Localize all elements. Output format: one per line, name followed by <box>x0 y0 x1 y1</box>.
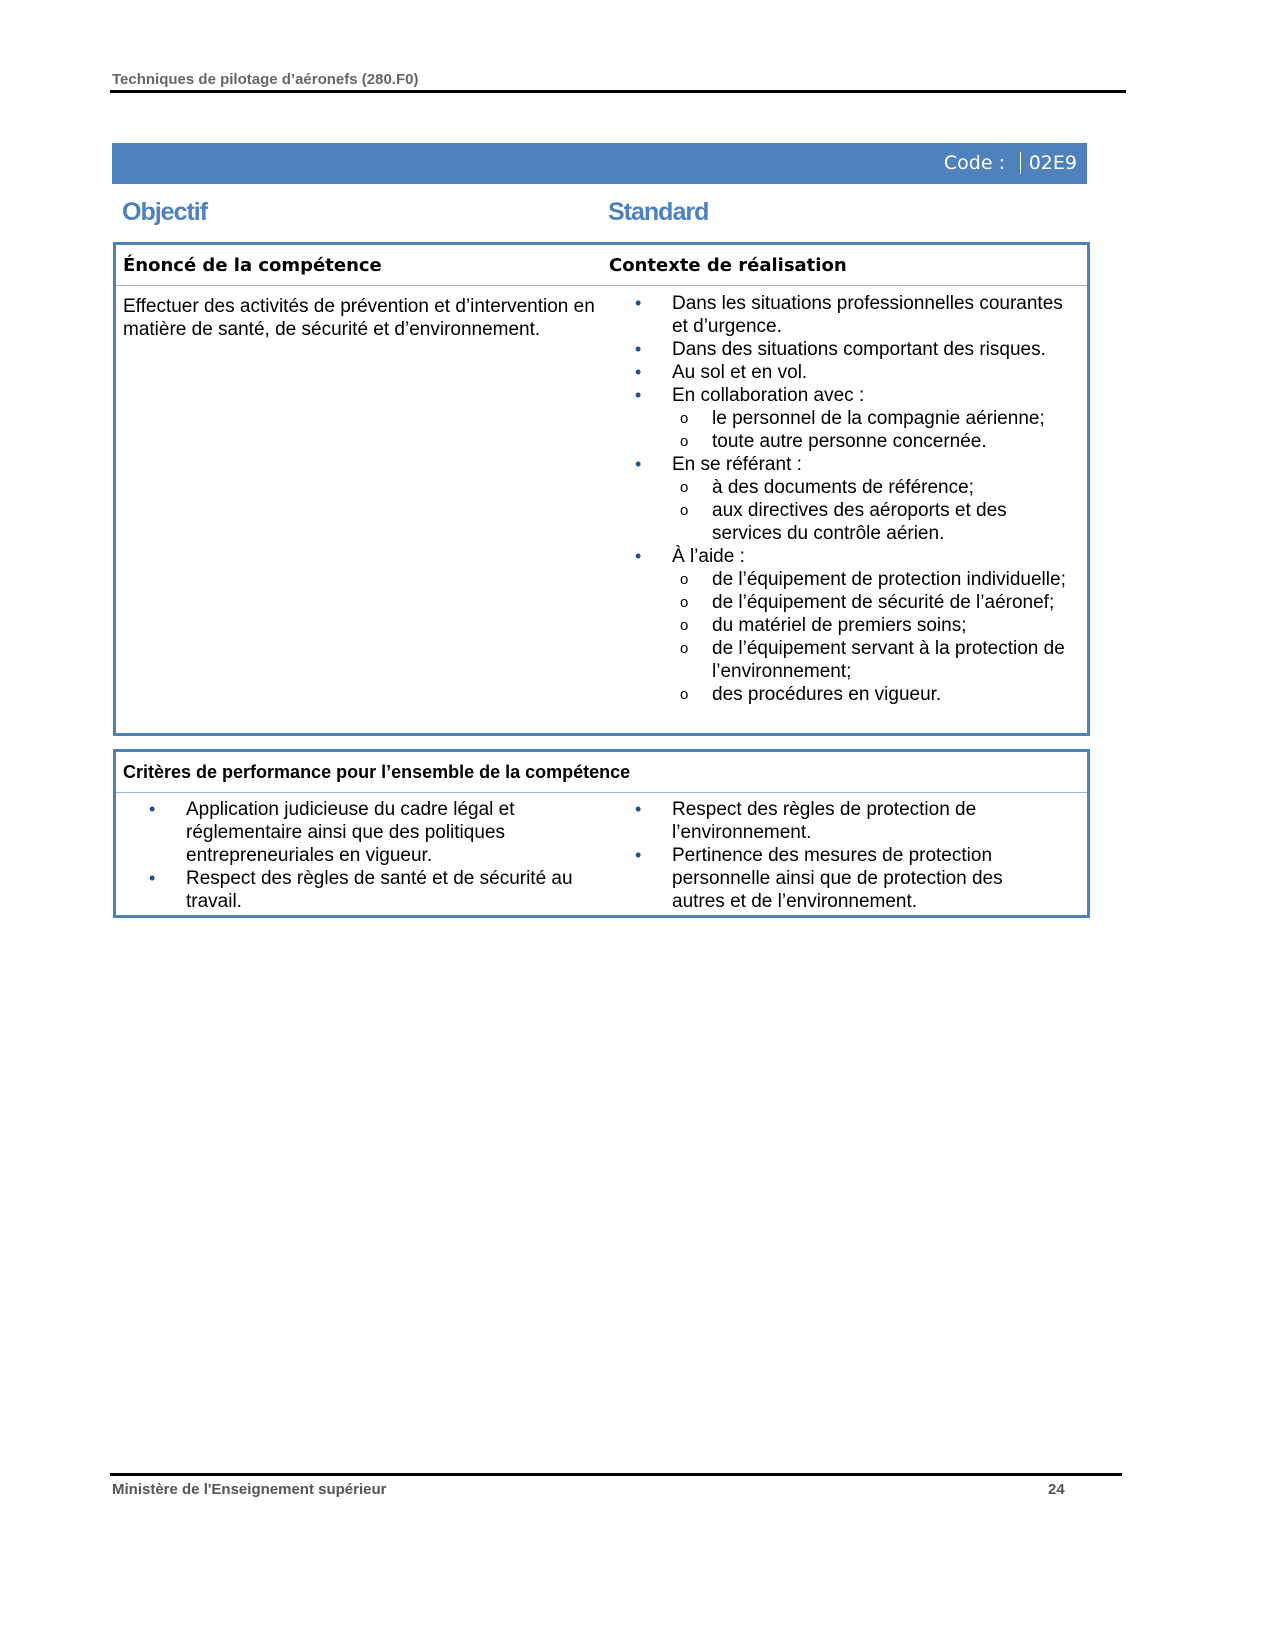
list-item: • Respect des règles de santé et de sécurité au travail. <box>149 867 599 913</box>
competence-table <box>113 242 1090 736</box>
sub-list-item: o de l’équipement de protection individuelle; <box>635 568 1080 591</box>
code-bar <box>112 143 1087 184</box>
criteres-left-list <box>149 798 599 913</box>
footer-ministry: Ministère de l'Enseignement supérieur <box>112 1481 387 1498</box>
sub-list-item: o à des documents de référence; <box>635 476 1080 499</box>
sub-list-item: o le personnel de la compagnie aérienne; <box>635 407 1080 430</box>
code-label: Code : <box>943 152 1005 174</box>
header-rule <box>110 90 1126 93</box>
competence-text: Effectuer des activités de prévention et d’intervention en matière de santé, de sécurité et d’environnement. <box>123 296 595 340</box>
contexte-heading: Contexte de réalisation <box>609 255 847 276</box>
criteres-heading: Critères de performance pour l’ensemble de la compétence <box>123 762 631 782</box>
footer-rule <box>110 1473 1122 1476</box>
running-header: Techniques de pilotage d’aéronefs (280.F0) <box>112 71 419 88</box>
list-item: • Dans les situations professionnelles courantes et d’urgence. <box>635 292 1080 338</box>
list-item: • En collaboration avec : <box>635 384 1080 407</box>
list-item: • Application judicieuse du cadre légal et réglementaire ainsi que des politiques entrepreneuriales en vigueur. <box>149 798 599 867</box>
page-number: 24 <box>1048 1481 1065 1498</box>
section-objectif: Objectif <box>122 198 208 226</box>
criteres-right-list <box>635 798 1055 913</box>
sub-list-item: o des procédures en vigueur. <box>635 683 1080 706</box>
contexte-list <box>635 292 1080 706</box>
list-item: • En se référant : <box>635 453 1080 476</box>
list-item: • À l’aide : <box>635 545 1080 568</box>
code-value: 02E9 <box>1020 152 1077 174</box>
list-item: • Pertinence des mesures de protection personnelle ainsi que de protection des autres et de l’environnement. <box>635 844 1055 913</box>
sub-list-item: o de l’équipement de sécurité de l’aéronef; <box>635 591 1080 614</box>
section-standard: Standard <box>608 198 709 226</box>
sub-list-item: o aux directives des aéroports et des services du contrôle aérien. <box>635 499 1080 545</box>
sub-list-item: o de l’équipement servant à la protection de l’environnement; <box>635 637 1080 683</box>
criteres-table <box>113 749 1090 918</box>
sub-list-item: o du matériel de premiers soins; <box>635 614 1080 637</box>
competence-heading: Énoncé de la compétence <box>123 255 382 276</box>
list-item: • Au sol et en vol. <box>635 361 1080 384</box>
sub-list-item: o toute autre personne concernée. <box>635 430 1080 453</box>
list-item: • Dans des situations comportant des risques. <box>635 338 1080 361</box>
list-item: • Respect des règles de protection de l’environnement. <box>635 798 1055 844</box>
